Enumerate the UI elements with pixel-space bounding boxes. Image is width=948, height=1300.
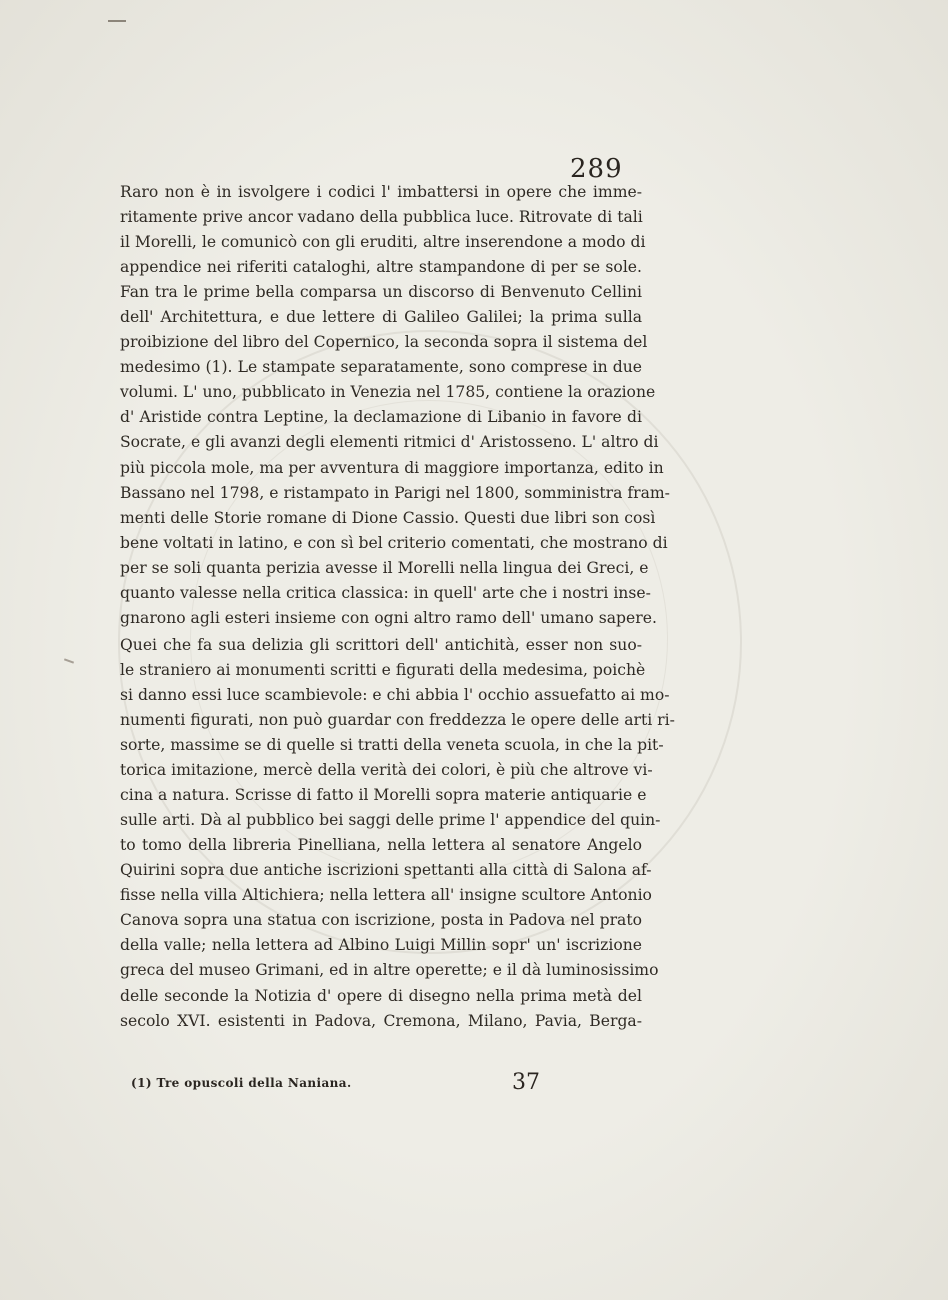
text-line: medesimo (1). Le stampate separatamente, sono comprese in due [120,358,642,377]
text-line: Raro non è in isvolgere i codici l' imbattersi in opere che imme- [120,183,642,201]
margin-mark [64,658,74,663]
text-line: si danno essi luce scambievole: e chi abbia l' occhio assuefatto ai mo- [120,685,670,704]
body-text [120,180,675,1034]
text-line: torica imitazione, mercè della verità dei colori, è più che altrove vi- [120,761,653,780]
text-line: dell' Architettura, e due lettere di Galileo Galilei; la prima sulla [120,308,642,327]
signature-mark: 37 [512,1070,540,1095]
text-line: gnarono agli esteri insieme con ogni altro ramo dell' umano sapere. [120,608,657,627]
text-line: fisse nella villa Altichiera; nella lettera all' insigne scultore Antonio [120,886,652,905]
page-number: 289 [570,154,623,184]
text-line: quanto valesse nella critica classica: in quell' arte che i nostri inse- [120,583,651,602]
text-line: bene voltati in latino, e con sì bel criterio comentati, che mostrano di [120,533,668,552]
text-line: numenti figurati, non può guardar con freddezza le opere delle arti ri- [120,710,675,729]
text-line: proibizione del libro del Copernico, la seconda sopra il sistema del [120,333,648,352]
text-line: sulle arti. Dà al pubblico bei saggi delle prime l' appendice del quin- [120,811,661,830]
text-line: ritamente prive ancor vadano della pubblica luce. Ritrovate di tali [120,208,643,227]
text-line: delle seconde la Notizia d' opere di disegno nella prima metà del [120,986,642,1005]
text-line: Canova sopra una statua con iscrizione, posta in Padova nel prato [120,911,642,930]
paragraph-2 [120,633,675,1034]
text-line: Quirini sopra due antiche iscrizioni spettanti alla città di Salona af- [120,861,652,880]
text-line: menti delle Storie romane di Dione Cassio. Questi due libri son così [120,508,656,527]
text-line: to tomo della libreria Pinelliana, nella lettera al senatore Angelo [120,836,642,855]
text-line: cina a natura. Scrisse di fatto il Morelli sopra materie antiquarie e [120,786,647,805]
text-line: secolo XVI. esistenti in Padova, Cremona, Milano, Pavia, Berga- [120,1011,642,1030]
corner-mark [108,20,126,22]
text-line: Bassano nel 1798, e ristampato in Parigi nel 1800, somministra fram- [120,483,670,502]
text-line: le straniero ai monumenti scritti e figurati della medesima, poichè [120,660,646,679]
text-line: d' Aristide contra Leptine, la declamazione di Libanio in favore di [120,408,642,427]
text-line: volumi. L' uno, pubblicato in Venezia nel 1785, contiene la orazione [120,383,656,402]
text-line: il Morelli, le comunicò con gli eruditi, altre inserendone a modo di [120,233,646,252]
text-line: appendice nei riferiti cataloghi, altre stampandone di per se sole. [120,258,642,277]
text-line: per se soli quanta perizia avesse il Morelli nella lingua dei Greci, e [120,558,649,577]
text-line: della valle; nella lettera ad Albino Luigi Millin sopr' un' iscrizione [120,936,642,955]
paragraph-1 [120,180,670,631]
text-line: Fan tra le prime bella comparsa un discorso di Benvenuto Cellini [120,283,642,302]
text-line: greca del museo Grimani, ed in altre operette; e il dà luminosissimo [120,961,659,980]
text-line: più piccola mole, ma per avventura di maggiore importanza, edito in [120,458,664,477]
text-line: Quei che fa sua delizia gli scrittori dell' antichità, esser non suo- [120,635,642,654]
text-line: sorte, massime se di quelle si tratti della veneta scuola, in che la pit- [120,736,664,755]
text-line: Socrate, e gli avanzi degli elementi ritmici d' Aristosseno. L' altro di [120,433,659,452]
footnote: (1) Tre opuscoli della Naniana. [131,1076,352,1090]
